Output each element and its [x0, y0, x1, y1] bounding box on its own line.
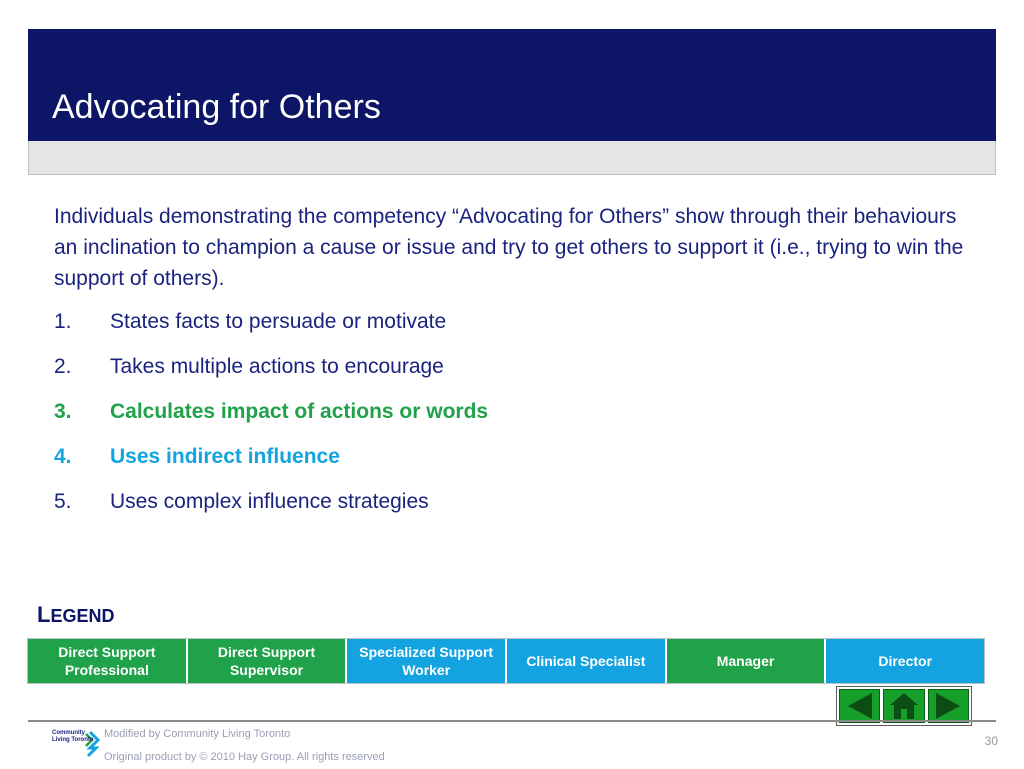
footer-copyright-text: Original product by © 2010 Hay Group. All rights reserved: [104, 751, 385, 763]
slide-title: Advocating for Others: [52, 88, 381, 126]
next-slide-button[interactable]: [928, 689, 969, 723]
logo-text: Community Living Toronto: [52, 730, 94, 743]
legend-cell-director: Director: [826, 639, 984, 683]
legend-title: [37, 603, 114, 628]
home-button[interactable]: [883, 689, 924, 723]
previous-slide-button[interactable]: [839, 689, 880, 723]
list-item-number: 2.: [54, 355, 72, 378]
title-band: [28, 29, 996, 141]
list-item-text: Calculates impact of actions or words: [110, 400, 489, 423]
list-item-text: Uses complex influence strategies: [110, 490, 429, 513]
community-living-toronto-logo: [52, 730, 100, 764]
legend-cell-direct-support-supervisor: Direct Support Supervisor: [188, 639, 348, 683]
legend-cell-clinical-specialist: Clinical Specialist: [507, 639, 667, 683]
page-number: 30: [984, 734, 998, 748]
home-icon: [888, 691, 920, 721]
footer-divider: [28, 720, 996, 722]
legend-cell-manager: Manager: [667, 639, 827, 683]
intro-paragraph: Individuals demonstrating the competency “Advocating for Others” show through their behaviours an inclination to champion a cause or issue and try to get others to support it (i.e., trying to win the support of others).: [54, 205, 964, 290]
legend-row: [27, 638, 985, 684]
subtitle-band: [28, 141, 996, 175]
back-arrow-icon: [844, 691, 876, 721]
footer-modified-text: Modified by Community Living Toronto: [104, 728, 291, 740]
forward-arrow-icon: [932, 691, 964, 721]
list-item-number: 4.: [54, 445, 72, 468]
legend-title-initial: L: [37, 602, 51, 627]
list-item-text: States facts to persuade or motivate: [110, 310, 447, 333]
legend-title-rest: EGEND: [50, 606, 115, 626]
legend-cell-direct-support-professional: Direct Support Professional: [28, 639, 188, 683]
list-item-number: 5.: [54, 490, 72, 513]
list-item-text: Takes multiple actions to encourage: [110, 355, 444, 378]
list-item-number: 1.: [54, 310, 72, 333]
legend-cell-specialized-support-worker: Specialized Support Worker: [347, 639, 507, 683]
list-item-text: Uses indirect influence: [110, 445, 340, 468]
list-item-number: 3.: [54, 400, 72, 423]
